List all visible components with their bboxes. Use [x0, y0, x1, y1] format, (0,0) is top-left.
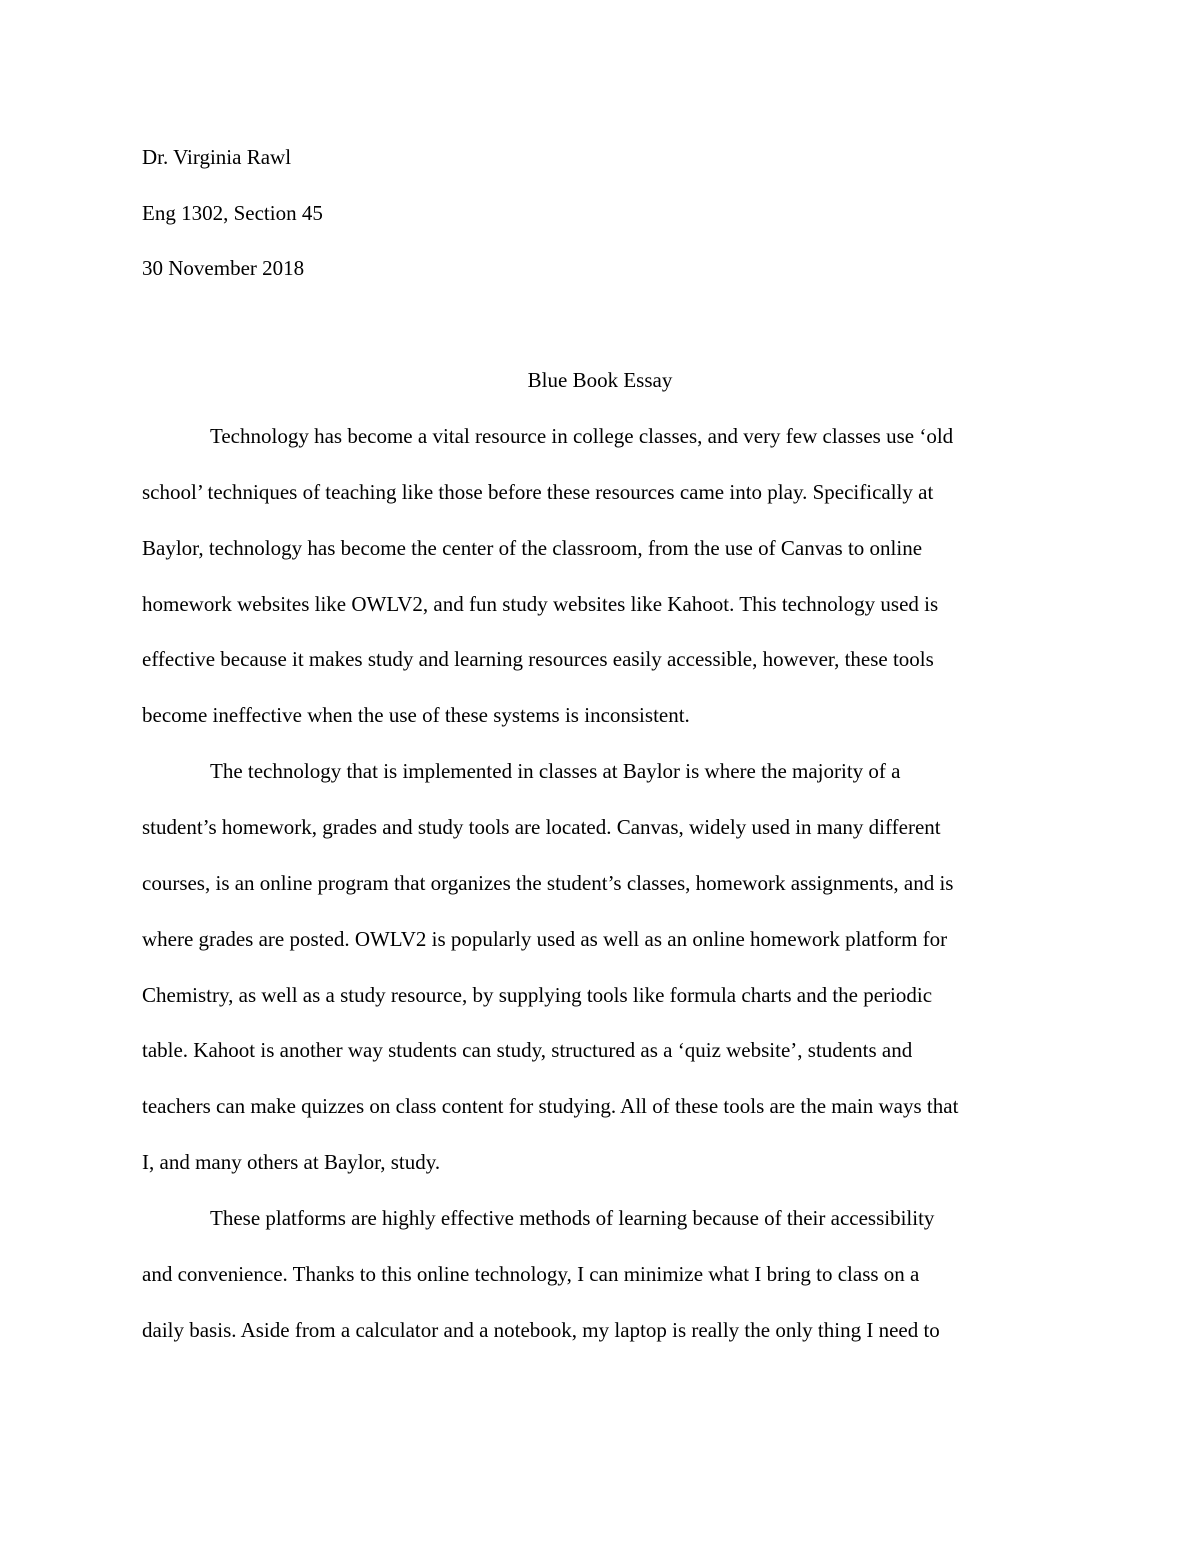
paragraph-3-line-1: These platforms are highly effective methods of learning because of their accessibility: [210, 1206, 935, 1230]
essay-title: Blue Book Essay: [527, 368, 673, 392]
paragraph-2-line-4: where grades are posted. OWLV2 is popularly used as well as an online homework platform for: [142, 927, 948, 951]
paragraph-1-line-2: school’ techniques of teaching like those before these resources came into play. Specifically at: [142, 480, 934, 504]
paragraph-2-line-1: The technology that is implemented in classes at Baylor is where the majority of a: [210, 759, 901, 783]
instructor-name: Dr. Virginia Rawl: [142, 145, 292, 169]
paragraph-2-line-5: Chemistry, as well as a study resource, by supplying tools like formula charts and the periodic: [142, 983, 933, 1007]
paragraph-2-line-8: I, and many others at Baylor, study.: [142, 1150, 441, 1174]
paragraph-1-line-4: homework websites like OWLV2, and fun study websites like Kahoot. This technology used is: [142, 592, 939, 616]
course-info: Eng 1302, Section 45: [142, 201, 323, 225]
paragraph-3-line-3: daily basis. Aside from a calculator and a notebook, my laptop is really the only thing I need to: [142, 1318, 940, 1342]
paragraph-3-line-2: and convenience. Thanks to this online technology, I can minimize what I bring to class on a: [142, 1262, 920, 1286]
paragraph-2-line-3: courses, is an online program that organizes the student’s classes, homework assignments, and is: [142, 871, 954, 895]
paragraph-1-line-1: Technology has become a vital resource in college classes, and very few classes use ‘old: [210, 424, 954, 448]
paragraph-2-line-7: teachers can make quizzes on class content for studying. All of these tools are the main ways that: [142, 1094, 959, 1118]
paragraph-1-line-3: Baylor, technology has become the center of the classroom, from the use of Canvas to online: [142, 536, 923, 560]
paragraph-1-line-6: become ineffective when the use of these systems is inconsistent.: [142, 703, 690, 727]
paragraph-2-line-2: student’s homework, grades and study tools are located. Canvas, widely used in many different: [142, 815, 941, 839]
paragraph-2-line-6: table. Kahoot is another way students can study, structured as a ‘quiz website’, students and: [142, 1038, 913, 1062]
paragraph-1-line-5: effective because it makes study and learning resources easily accessible, however, these tools: [142, 647, 934, 671]
essay-date: 30 November 2018: [142, 256, 305, 280]
